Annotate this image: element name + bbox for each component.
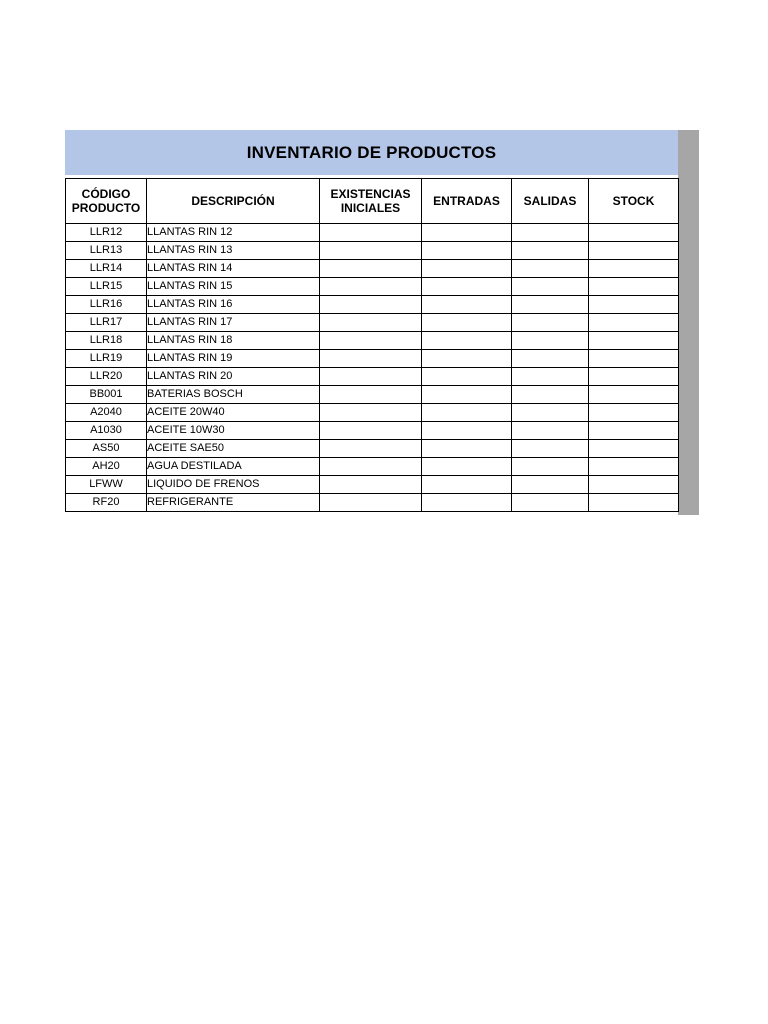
cell-codigo[interactable]: LLR16 [66,296,147,314]
sheet-title: INVENTARIO DE PRODUCTOS [65,130,678,175]
cell-salidas[interactable] [512,260,589,278]
table-row [66,404,679,422]
cell-salidas[interactable] [512,476,589,494]
cell-entradas[interactable] [422,314,512,332]
header-existencias-iniciales: EXISTENCIAS INICIALES [320,179,422,224]
cell-entradas[interactable] [422,332,512,350]
side-gray-strip [678,130,699,515]
cell-codigo[interactable]: LFWW [66,476,147,494]
cell-entradas[interactable] [422,494,512,512]
cell-entradas[interactable] [422,278,512,296]
cell-descripcion[interactable]: LLANTAS RIN 15 [147,278,320,296]
table-row [66,494,679,512]
cell-existencias-iniciales[interactable] [320,422,422,440]
table-body [66,224,679,512]
table-row [66,260,679,278]
cell-stock[interactable] [589,440,679,458]
cell-existencias-iniciales[interactable] [320,314,422,332]
cell-codigo[interactable]: BB001 [66,386,147,404]
cell-entradas[interactable] [422,440,512,458]
cell-entradas[interactable] [422,368,512,386]
cell-existencias-iniciales[interactable] [320,332,422,350]
cell-salidas[interactable] [512,224,589,242]
cell-stock[interactable] [589,494,679,512]
table-row [66,296,679,314]
cell-descripcion[interactable]: LLANTAS RIN 18 [147,332,320,350]
cell-salidas[interactable] [512,296,589,314]
cell-salidas[interactable] [512,458,589,476]
cell-salidas[interactable] [512,422,589,440]
cell-salidas[interactable] [512,242,589,260]
header-entradas: ENTRADAS [422,179,512,224]
cell-salidas[interactable] [512,404,589,422]
cell-stock[interactable] [589,386,679,404]
table-row [66,368,679,386]
cell-entradas[interactable] [422,296,512,314]
cell-stock[interactable] [589,368,679,386]
cell-codigo[interactable]: LLR12 [66,224,147,242]
cell-stock[interactable] [589,278,679,296]
cell-existencias-iniciales[interactable] [320,440,422,458]
cell-descripcion[interactable]: ACEITE SAE50 [147,440,320,458]
table-row [66,476,679,494]
cell-salidas[interactable] [512,350,589,368]
cell-existencias-iniciales[interactable] [320,368,422,386]
cell-descripcion[interactable]: BATERIAS BOSCH [147,386,320,404]
cell-existencias-iniciales[interactable] [320,260,422,278]
cell-codigo[interactable]: LLR19 [66,350,147,368]
cell-entradas[interactable] [422,476,512,494]
cell-stock[interactable] [589,296,679,314]
cell-salidas[interactable] [512,494,589,512]
cell-codigo[interactable]: A2040 [66,404,147,422]
cell-codigo[interactable]: RF20 [66,494,147,512]
cell-codigo[interactable]: AS50 [66,440,147,458]
cell-descripcion[interactable]: LLANTAS RIN 17 [147,314,320,332]
table-row [66,242,679,260]
cell-entradas[interactable] [422,422,512,440]
cell-entradas[interactable] [422,260,512,278]
cell-existencias-iniciales[interactable] [320,404,422,422]
cell-codigo[interactable]: AH20 [66,458,147,476]
cell-salidas[interactable] [512,368,589,386]
cell-descripcion[interactable]: LLANTAS RIN 14 [147,260,320,278]
cell-stock[interactable] [589,332,679,350]
cell-salidas[interactable] [512,440,589,458]
cell-existencias-iniciales[interactable] [320,494,422,512]
header-stock: STOCK [589,179,679,224]
cell-existencias-iniciales[interactable] [320,350,422,368]
table-row [66,350,679,368]
cell-descripcion[interactable]: ACEITE 20W40 [147,404,320,422]
cell-entradas[interactable] [422,404,512,422]
cell-codigo[interactable]: A1030 [66,422,147,440]
cell-stock[interactable] [589,314,679,332]
table-row [66,458,679,476]
cell-existencias-iniciales[interactable] [320,224,422,242]
cell-existencias-iniciales[interactable] [320,242,422,260]
inventory-table [65,178,679,512]
cell-existencias-iniciales[interactable] [320,386,422,404]
cell-stock[interactable] [589,404,679,422]
cell-descripcion[interactable]: LIQUIDO DE FRENOS [147,476,320,494]
cell-descripcion[interactable]: LLANTAS RIN 13 [147,242,320,260]
cell-stock[interactable] [589,476,679,494]
cell-stock[interactable] [589,422,679,440]
table-row [66,386,679,404]
cell-descripcion[interactable]: AGUA DESTILADA [147,458,320,476]
header-salidas: SALIDAS [512,179,589,224]
cell-stock[interactable] [589,350,679,368]
header-codigo-producto: CÓDIGO PRODUCTO [66,179,147,224]
table-row [66,314,679,332]
table-row [66,422,679,440]
cell-entradas[interactable] [422,458,512,476]
cell-salidas[interactable] [512,332,589,350]
table-header-row [66,179,679,224]
cell-stock[interactable] [589,260,679,278]
cell-descripcion[interactable]: ACEITE 10W30 [147,422,320,440]
cell-stock[interactable] [589,242,679,260]
cell-codigo[interactable]: LLR13 [66,242,147,260]
cell-existencias-iniciales[interactable] [320,476,422,494]
cell-codigo[interactable]: LLR17 [66,314,147,332]
cell-codigo[interactable]: LLR20 [66,368,147,386]
cell-descripcion[interactable]: LLANTAS RIN 12 [147,224,320,242]
table-row [66,332,679,350]
cell-existencias-iniciales[interactable] [320,296,422,314]
cell-salidas[interactable] [512,314,589,332]
header-descripcion: DESCRIPCIÓN [147,179,320,224]
cell-entradas[interactable] [422,350,512,368]
cell-stock[interactable] [589,224,679,242]
cell-descripcion[interactable]: LLANTAS RIN 16 [147,296,320,314]
cell-codigo[interactable]: LLR14 [66,260,147,278]
cell-entradas[interactable] [422,224,512,242]
cell-stock[interactable] [589,458,679,476]
cell-codigo[interactable]: LLR18 [66,332,147,350]
cell-entradas[interactable] [422,242,512,260]
cell-descripcion[interactable]: LLANTAS RIN 20 [147,368,320,386]
cell-descripcion[interactable]: LLANTAS RIN 19 [147,350,320,368]
cell-descripcion[interactable]: REFRIGERANTE [147,494,320,512]
cell-entradas[interactable] [422,386,512,404]
cell-existencias-iniciales[interactable] [320,458,422,476]
table-row [66,440,679,458]
cell-existencias-iniciales[interactable] [320,278,422,296]
table-row [66,224,679,242]
cell-salidas[interactable] [512,386,589,404]
cell-codigo[interactable]: LLR15 [66,278,147,296]
table-row [66,278,679,296]
cell-salidas[interactable] [512,278,589,296]
